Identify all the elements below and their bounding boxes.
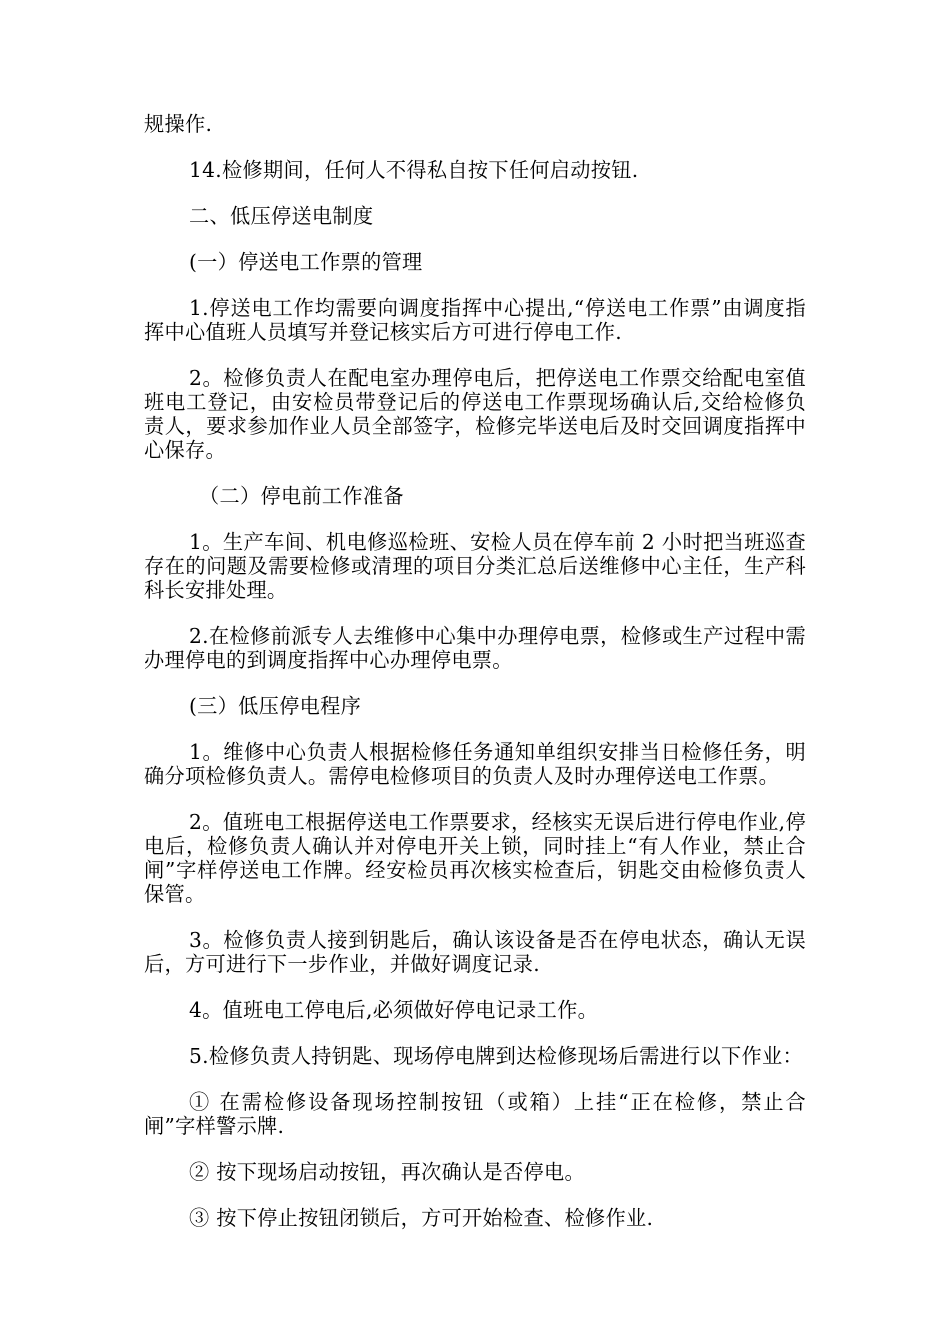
document-body: [144, 112, 806, 1230]
subsection-heading-2: （二）停电前工作准备: [199, 484, 404, 508]
paragraph-continuation: 规操作.: [144, 112, 213, 136]
paragraph-procedure-1: 1。维修中心负责人根据检修任务通知单组织安排当日检修任务，明确分项检修负责人。需停电检修项目的负责人及时办理停送电工作票。: [144, 740, 806, 788]
section-heading-2: 二、低压停送电制度: [189, 204, 374, 228]
paragraph-procedure-3: 3。检修负责人接到钥匙后，确认该设备是否在停电状态，确认无误后，方可进行下一步作业，并做好调度记录.: [144, 928, 806, 976]
paragraph-step-1: ① 在需检修设备现场控制按钮（或箱）上挂“正在检修，禁止合闸”字样警示牌.: [144, 1090, 806, 1138]
paragraph-prep-2: 2.在检修前派专人去维修中心集中办理停电票，检修或生产过程中需办理停电的到调度指挥中心办理停电票。: [144, 624, 806, 672]
paragraph-procedure-2: 2。值班电工根据停送电工作票要求，经核实无误后进行停电作业,停电后，检修负责人确认并对停电开关上锁，同时挂上“有人作业，禁止合闸”字样停送电工作牌。经安检员再次核实检查后，钥匙交由检修负责人保管。: [144, 810, 806, 906]
paragraph-step-3: ③ 按下停止按钮闭锁后，方可开始检查、检修作业.: [189, 1206, 654, 1230]
paragraph-item-14: 14.检修期间，任何人不得私自按下任何启动按钮.: [189, 158, 639, 182]
paragraph-ticket-1: 1.停送电工作均需要向调度指挥中心提出,“停送电工作票”由调度指挥中心值班人员填写并登记核实后方可进行停电工作.: [144, 296, 806, 344]
paragraph-procedure-5: 5.检修负责人持钥匙、现场停电牌到达检修现场后需进行以下作业：: [189, 1044, 804, 1068]
paragraph-procedure-4: 4。值班电工停电后,必须做好停电记录工作。: [189, 998, 599, 1022]
subsection-heading-3: (三）低压停电程序: [189, 694, 362, 718]
subsection-heading-1: (一）停送电工作票的管理: [189, 250, 423, 274]
paragraph-ticket-2: 2。检修负责人在配电室办理停电后，把停送电工作票交给配电室值班电工登记，由安检员带登记后的停送电工作票现场确认后,交给检修负责人，要求参加作业人员全部签字，检修完毕送电后及时交回调度指挥中心保存。: [144, 366, 806, 462]
paragraph-prep-1: 1。生产车间、机电修巡检班、安检人员在停车前 2 小时把当班巡查存在的问题及需要检修或清理的项目分类汇总后送维修中心主任，生产科科长安排处理。: [144, 530, 806, 602]
paragraph-step-2: ② 按下现场启动按钮，再次确认是否停电。: [189, 1160, 585, 1184]
